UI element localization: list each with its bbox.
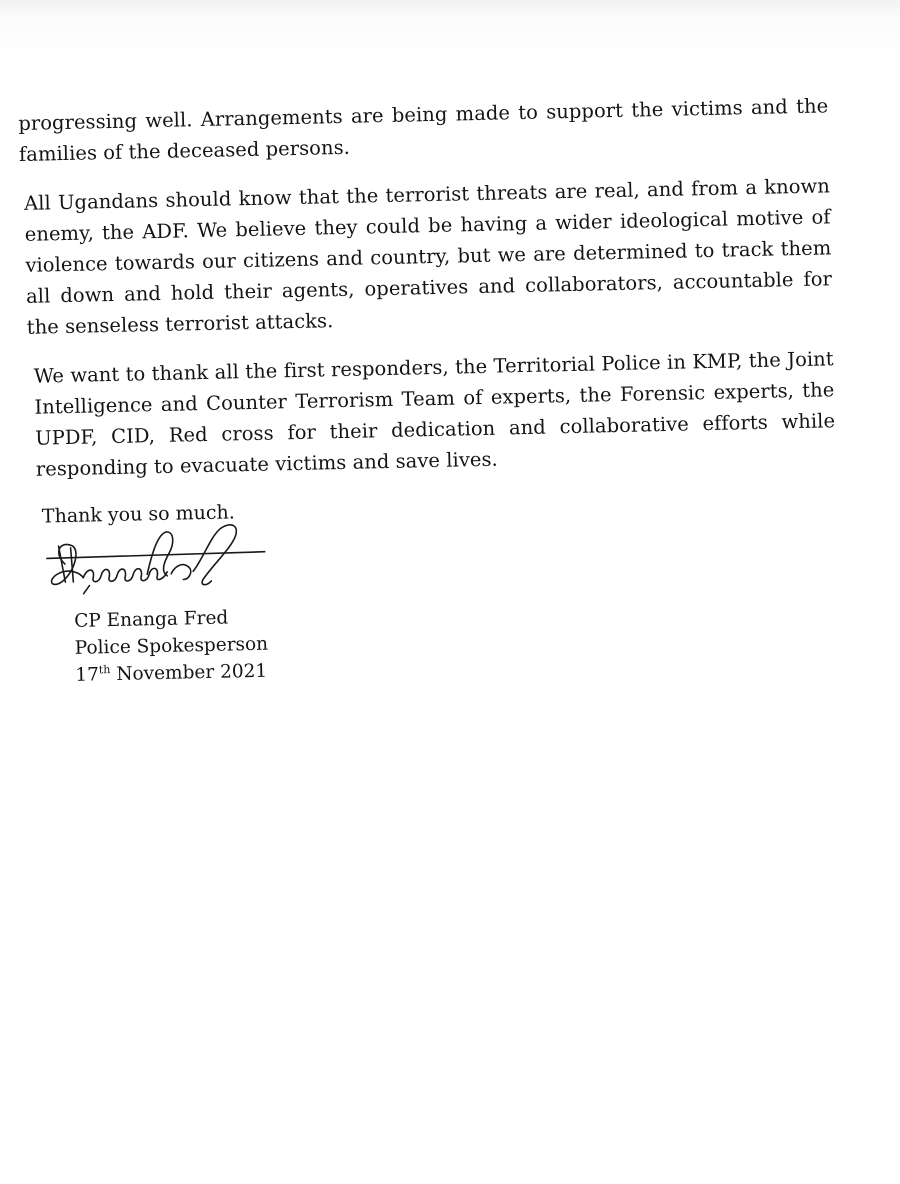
paragraph-thanks: We want to thank all the first responders, the Territorial Police in KMP, the Joint Intelligence and Counter Terrorism Team of experts, the Forensic experts, the UPDF, CID, Red cross for their dedication and collaborative efforts while responding to evacuate victims and save lives. <box>33 347 836 481</box>
handwritten-signature <box>42 508 274 609</box>
signatory-details <box>74 604 269 689</box>
date-day: 17 <box>75 664 100 686</box>
date-month-year: November 2021 <box>110 660 268 686</box>
signatory-title: Police Spokesperson <box>74 633 269 659</box>
paragraph-threats: All Ugandans should know that the terrorist threats are real, and from a known enemy, the ADF. We believe they could be having a wider ideological motive of violence towards our citizens and country, but we are determined to track them all down and hold their agents, operatives and collaborators, accountable for the senseless terrorist attacks. <box>23 174 833 339</box>
paragraph-progress: progressing well. Arrangements are being made to support the victims and the families of the deceased persons. <box>18 94 829 166</box>
signature-block <box>42 528 365 686</box>
date-suffix: th <box>98 663 111 677</box>
signatory-name: CP Enanga Fred <box>73 607 229 632</box>
letter-body <box>18 90 840 686</box>
letter-date <box>75 658 269 689</box>
closing-line: Thank you so much. <box>41 501 236 528</box>
